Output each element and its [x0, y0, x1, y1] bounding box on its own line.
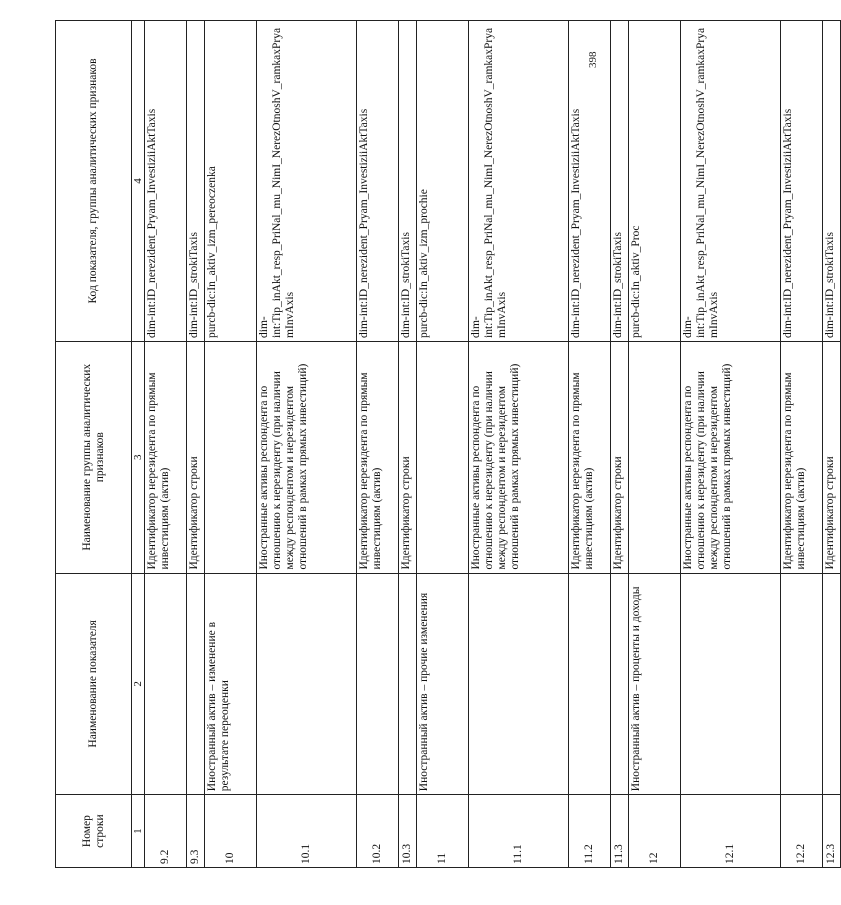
group-name-cell [205, 341, 257, 573]
indicator-name-cell [823, 573, 841, 795]
table-row [205, 21, 257, 868]
table-row [681, 21, 781, 868]
table-row [469, 21, 569, 868]
code-cell: dim-int:ID_strokiTaxis [399, 21, 417, 342]
group-name-cell: Идентификатор нерезидента по прямым инвестициям (актив) [569, 341, 611, 573]
indicator-name-cell [257, 573, 357, 795]
column-number: 2 [132, 573, 145, 795]
row-number-cell: 10 [205, 795, 257, 868]
header-code: Код показателя, группы аналитических признаков [56, 21, 132, 342]
row-number-cell: 11 [417, 795, 469, 868]
group-name-cell: Иностранные активы респондента по отношению к нерезиденту (при наличии между респондентом и нерезидентом отношений в рамках прямых инвестиций) [469, 341, 569, 573]
group-name-cell [417, 341, 469, 573]
row-number-cell: 11.2 [569, 795, 611, 868]
group-name-cell: Идентификатор строки [399, 341, 417, 573]
table-row [145, 21, 187, 868]
code-cell: dim-int:ID_strokiTaxis [611, 21, 629, 342]
group-name-cell [629, 341, 681, 573]
group-name-cell: Идентификатор строки [187, 341, 205, 573]
row-number-cell: 11.3 [611, 795, 629, 868]
table-row [629, 21, 681, 868]
indicator-name-cell [781, 573, 823, 795]
indicator-name-cell [469, 573, 569, 795]
row-number-cell: 10.1 [257, 795, 357, 868]
table-row [823, 21, 841, 868]
column-number: 4 [132, 21, 145, 342]
row-number-cell: 12.1 [681, 795, 781, 868]
table-row [781, 21, 823, 868]
indicator-name-cell: Иностранный актив – проценты и доходы [629, 573, 681, 795]
code-cell: dim-int:ID_nerezident_Pryam_InvestiziiAktTaxis [357, 21, 399, 342]
indicator-name-cell [569, 573, 611, 795]
table-row [399, 21, 417, 868]
indicator-name-cell: Иностранный актив – изменение в результате переоценки [205, 573, 257, 795]
table-row [357, 21, 399, 868]
indicator-name-cell [145, 573, 187, 795]
indicator-name-cell [681, 573, 781, 795]
column-number: 1 [132, 795, 145, 868]
indicator-name-cell [187, 573, 205, 795]
row-number-cell: 9.2 [145, 795, 187, 868]
code-cell: purcb-dic:In_aktiv_izm_prochie [417, 21, 469, 342]
column-number-row [132, 21, 145, 868]
table-row [417, 21, 469, 868]
row-number-cell: 12 [629, 795, 681, 868]
header-indicator-name: Наименование показателя [56, 573, 132, 795]
row-number-cell: 12.2 [781, 795, 823, 868]
table-row [187, 21, 205, 868]
code-cell: dim-int:ID_strokiTaxis [823, 21, 841, 342]
row-number-cell: 10.2 [357, 795, 399, 868]
code-cell: dim-int:Tip_inAkt_resp_PriNal_mu_NimI_NerezOtnoshV_ramkaxPryamInvAxis [469, 21, 569, 342]
group-name-cell: Идентификатор строки [611, 341, 629, 573]
code-cell: dim-int:Tip_inAkt_resp_PriNal_mu_NimI_NerezOtnoshV_ramkaxPryamInvAxis [257, 21, 357, 342]
group-name-cell: Идентификатор нерезидента по прямым инвестициям (актив) [145, 341, 187, 573]
group-name-cell: Иностранные активы респондента по отношению к нерезиденту (при наличии между респондентом и нерезидентом отношений в рамках прямых инвестиций) [257, 341, 357, 573]
code-cell: purcb-dic:In_aktiv_Proc [629, 21, 681, 342]
row-number-cell: 9.3 [187, 795, 205, 868]
code-cell: dim-int:ID_nerezident_Pryam_InvestiziiAktTaxis [781, 21, 823, 342]
row-number-cell: 11.1 [469, 795, 569, 868]
page-number: 398 [587, 51, 599, 69]
indicator-name-cell: Иностранный актив – прочие изменения [417, 573, 469, 795]
table-row [611, 21, 629, 868]
code-cell: dim-int:ID_nerezident_Pryam_InvestiziiAktTaxis [145, 21, 187, 342]
table-row [569, 21, 611, 868]
row-number-cell: 10.3 [399, 795, 417, 868]
group-name-cell: Идентификатор нерезидента по прямым инвестициям (актив) [781, 341, 823, 573]
code-cell: dim-int:Tip_inAkt_resp_PriNal_mu_NimI_NerezOtnoshV_ramkaxPryamInvAxis [681, 21, 781, 342]
table-header-row [56, 21, 132, 868]
code-cell: purcb-dic:In_aktiv_izm_pereoczenka [205, 21, 257, 342]
row-number-cell: 12.3 [823, 795, 841, 868]
column-number: 3 [132, 341, 145, 573]
header-group-name: Наименование группы аналитических признаков [56, 341, 132, 573]
indicator-name-cell [357, 573, 399, 795]
group-name-cell: Идентификатор строки [823, 341, 841, 573]
code-cell: dim-int:ID_nerezident_Pryam_InvestiziiAktTaxis [569, 21, 611, 342]
header-row-number: Номер строки [56, 795, 132, 868]
code-cell: dim-int:ID_strokiTaxis [187, 21, 205, 342]
indicator-table [55, 20, 841, 868]
group-name-cell: Идентификатор нерезидента по прямым инвестициям (актив) [357, 341, 399, 573]
table-body [145, 21, 841, 868]
table-row [257, 21, 357, 868]
indicator-name-cell [611, 573, 629, 795]
group-name-cell: Иностранные активы респондента по отношению к нерезиденту (при наличии между респондентом и нерезидентом отношений в рамках прямых инвестиций) [681, 341, 781, 573]
indicator-name-cell [399, 573, 417, 795]
